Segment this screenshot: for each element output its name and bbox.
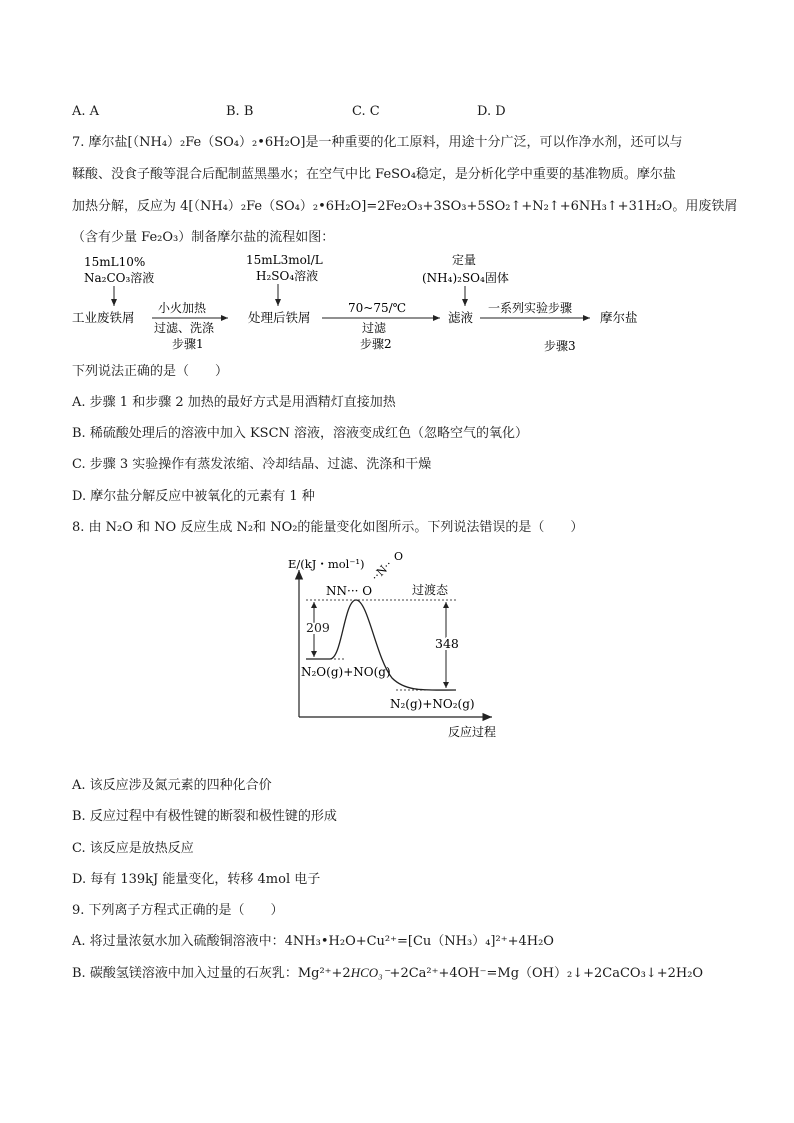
q6-option-d: D. D <box>477 104 506 119</box>
q8-option-b: B. 反应过程中有极性键的断裂和极性键的形成 <box>72 809 337 824</box>
flow-start: 工业废铁屑 <box>72 310 135 325</box>
energy-ts-label: 过渡态 <box>412 583 449 597</box>
flow-cond2-bottom: 过滤 <box>362 321 387 335</box>
energy-ea-forward: 209 <box>306 620 330 635</box>
energy-x-axis-label: 反应过程 <box>448 725 497 739</box>
energy-reactants: N₂O(g)+NO(g) <box>301 665 391 679</box>
q9-option-a: A. 将过量浓氨水加入硫酸铜溶液中：4NH₃•H₂O+Cu²⁺=[Cu（NH₃）₄]²⁺+4H₂O <box>72 934 554 949</box>
flow-cond3-top: 一系列实验步骤 <box>488 301 573 315</box>
q7-line-3: 加热分解，反应为 4[（NH₄）₂Fe（SO₄）₂•6H₂O]=2Fe₂O₃+3SO₃+5SO₂↑+N₂↑+6NH₃↑+31H₂O。用废铁屑 <box>72 199 738 214</box>
flow-reagent3-b: (NH₄)₂SO₄固体 <box>422 271 509 285</box>
flow-reagent1-b: Na₂CO₃溶液 <box>84 271 155 285</box>
flow-reagent1-a: 15mL10% <box>84 255 146 269</box>
q9-stem: 9. 下列离子方程式正确的是（ ） <box>72 903 284 918</box>
flow-step3: 步骤3 <box>544 339 576 353</box>
q6-option-c: C. C <box>352 104 380 119</box>
flow-reagent3-a: 定量 <box>452 253 477 267</box>
q7-option-c: C. 步骤 3 实验操作有蒸发浓缩、冷却结晶、过滤、洗涤和干燥 <box>72 457 432 472</box>
flow-reagent2-b: H₂SO₄溶液 <box>256 269 319 283</box>
energy-ea-reverse: 348 <box>435 636 459 651</box>
q8-option-c: C. 该反应是放热反应 <box>72 841 194 856</box>
q9-option-b-post: +2Ca²⁺+4OH⁻=Mg（OH）₂↓+2CaCO₃↓+2H₂O <box>389 966 704 981</box>
q8-option-d: D. 每有 139kJ 能量变化，转移 4mol 电子 <box>72 872 321 887</box>
flow-reagent2-a: 15mL3mol/L <box>246 253 323 267</box>
q9-option-b <box>72 964 703 983</box>
q7-stem: 下列说法正确的是（ ） <box>72 364 229 379</box>
q7-line-1: 7. 摩尔盐[（NH₄）₂Fe（SO₄）₂•6H₂O]是一种重要的化工原料，用途十分广泛，可以作净水剂，还可以与 <box>72 135 683 150</box>
flow-product: 摩尔盐 <box>600 310 638 325</box>
energy-y-axis-label: E/(kJ・mol⁻¹) <box>288 557 365 571</box>
energy-ts-o: O <box>394 550 404 563</box>
q6-option-a: A. A <box>72 104 100 119</box>
q7-option-b: B. 稀硫酸处理后的溶液中加入 KSCN 溶液，溶液变成红色（忽略空气的氧化） <box>72 426 529 441</box>
energy-ts-n: ··N·· <box>368 557 395 584</box>
flow-step2: 步骤2 <box>360 337 392 351</box>
q7-option-d: D. 摩尔盐分解反应中被氧化的元素有 1 种 <box>72 489 315 504</box>
q8-stem: 8. 由 N₂O 和 NO 反应生成 N₂和 NO₂的能量变化如图所示。下列说法错误的是（ ） <box>72 520 584 535</box>
q7-flow-diagram <box>60 246 700 356</box>
q8-option-a: A. 该反应涉及氮元素的四种化合价 <box>72 778 272 793</box>
flow-cond1-top: 小火加热 <box>158 301 207 315</box>
q7-line-4: （含有少量 Fe₂O₃）制备摩尔盐的流程如图： <box>72 230 335 245</box>
energy-products: N₂(g)+NO₂(g) <box>390 697 475 711</box>
bicarbonate-formula: HCO₃⁻ <box>350 965 390 980</box>
q6-option-b: B. B <box>226 104 254 119</box>
q9-option-b-pre: B. 碳酸氢镁溶液中加入过量的石灰乳：Mg²⁺+2 <box>72 966 351 981</box>
flow-step1: 步骤1 <box>172 337 204 351</box>
q7-line-2: 鞣酸、没食子酸等混合后配制蓝黑墨水；在空气中比 FeSO₄稳定，是分析化学中重要的基准物质。摩尔盐 <box>72 167 676 182</box>
q7-option-a: A. 步骤 1 和步骤 2 加热的最好方式是用酒精灯直接加热 <box>72 395 396 410</box>
flow-cond2-top: 70~75/℃ <box>348 301 407 315</box>
flow-cond1-bottom: 过滤、洗涤 <box>154 321 215 335</box>
flow-mid: 处理后铁屑 <box>248 310 311 325</box>
q8-energy-diagram <box>270 540 530 745</box>
flow-filtrate: 滤液 <box>448 310 474 325</box>
energy-ts-nn: NN··· O <box>326 584 373 598</box>
